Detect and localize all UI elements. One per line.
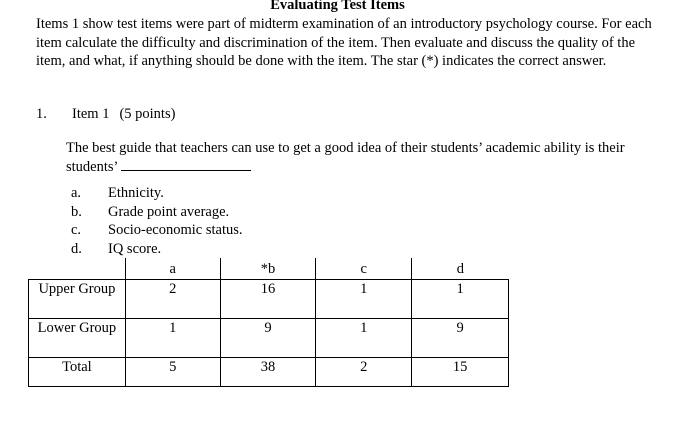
option-letter: a. [71,185,82,201]
option-letter: d. [71,240,82,257]
row-label: Upper Group [29,280,126,319]
item-name: Item 1 [72,106,110,122]
column-header: *b [220,258,316,280]
table-cell: 5 [125,358,220,387]
option-b [71,203,243,222]
column-header: c [316,258,412,280]
item-heading [36,105,175,123]
table-cell: 1 [125,319,220,358]
table-cell: 9 [412,319,509,358]
table-header-row [29,258,509,280]
option-d [71,240,243,259]
table-cell: 9 [220,319,316,358]
option-text: Ethnicity. [108,185,164,201]
table-cell: 38 [220,358,316,387]
column-header: a [125,258,220,280]
option-a [71,184,243,203]
table-cell: 2 [316,358,412,387]
table-cell: 16 [220,280,316,319]
option-text: Grade point average. [108,203,230,220]
question-stem [66,139,664,177]
row-label: Lower Group [29,319,126,358]
option-c [71,221,243,240]
response-table [28,258,509,387]
table-row [29,319,509,358]
option-letter: b. [71,203,82,220]
table-cell: 1 [316,280,412,319]
table-row [29,280,509,319]
option-letter: c. [71,222,82,238]
page-title: Evaluating Test Items [270,0,405,13]
item-points: (5 points) [119,106,176,122]
item-number: 1. [36,106,47,122]
question-text: The best guide that teachers can use to get a good idea of their students’ academic ability is their students’ [66,140,625,175]
option-text: Socio-economic status. [108,222,243,238]
instructions-paragraph: Items 1 show test items were part of midterm examination of an introductory psychology course. For each item calculate the difficulty and discrimination of the item. Then evaluate and discuss the quality of the item, and what, if anything should be done with the item. The star (*) indicates the correct answer. [36,16,652,69]
answer-options [71,184,243,258]
table-cell: 15 [412,358,509,387]
table-cell: 1 [412,280,509,319]
column-header: d [412,258,509,280]
row-label: Total [29,358,126,387]
table-cell: 1 [316,319,412,358]
option-text: IQ score. [108,240,162,257]
answer-blank [121,158,251,171]
header-blank [29,258,126,280]
table-cell: 2 [125,280,220,319]
table-row [29,358,509,387]
